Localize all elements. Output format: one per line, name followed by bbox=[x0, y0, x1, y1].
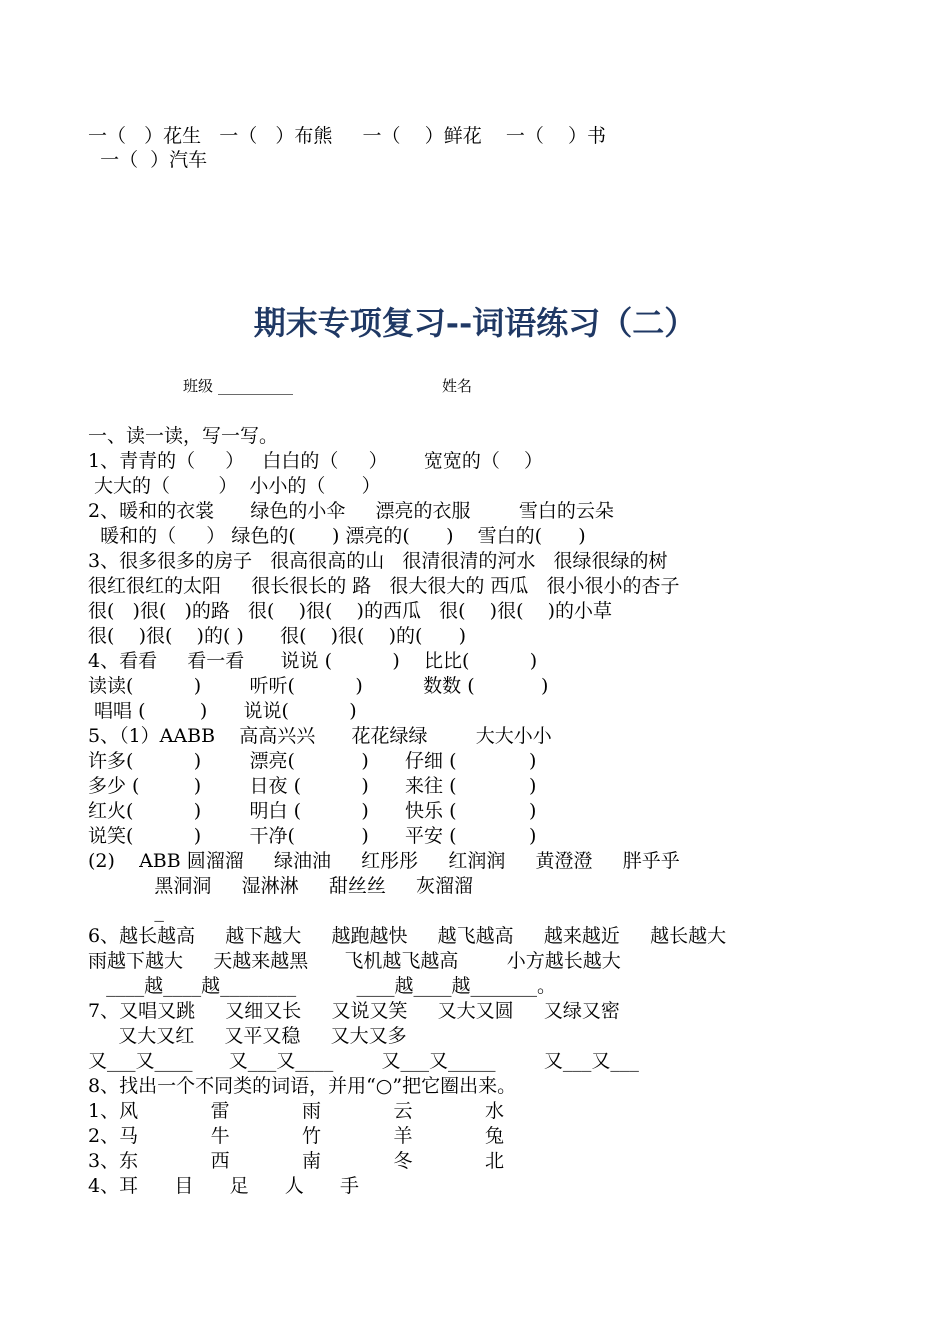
worksheet-line: 6、越长越高 越下越大 越跑越快 越飞越高 越来越近 越长越大 bbox=[88, 925, 727, 947]
worksheet-line: 3、东 西 南 冬 北 bbox=[88, 1150, 504, 1172]
worksheet-line: ____越____越________ ____越____越_______。 bbox=[88, 975, 557, 997]
worksheet-line: 大大的（ ） 小小的（ ） bbox=[88, 475, 381, 497]
header-class-label: 班级 bbox=[183, 377, 214, 395]
worksheet-line: 4、看看 看一看 说说 ( ) 比比( ) bbox=[88, 650, 538, 672]
worksheet-line: (2) ABB 圆溜溜 绿油油 红彤彤 红润润 黄澄澄 胖乎乎 bbox=[88, 850, 680, 872]
worksheet-line: 很( )很( )的路 很( )很( )的西瓜 很( )很( )的小草 bbox=[88, 600, 613, 622]
worksheet-line: 雨越下越大 天越来越黑 飞机越飞越高 小方越长越大 bbox=[88, 950, 621, 972]
header-name-label: 姓名 bbox=[442, 377, 473, 395]
worksheet-line: 3、很多很多的房子 很高很高的山 很清很清的河水 很绿很绿的树 bbox=[88, 550, 668, 572]
worksheet-line: 一、读一读，写一写。 bbox=[88, 425, 279, 447]
worksheet-line: 2、暖和的衣裳 绿色的小伞 漂亮的衣服 雪白的云朵 bbox=[88, 500, 614, 522]
worksheet-line: 4、耳 目 足 人 手 bbox=[88, 1175, 360, 1197]
worksheet-line: 5、（1）AABB 高高兴兴 花花绿绿 大大小小 bbox=[88, 725, 552, 747]
top-line-1: 一（ ）花生 一（ ）布熊 一（ ）鲜花 一（ ）书 bbox=[88, 125, 607, 147]
worksheet-line: 说笑( ) 干净( ) 平安 ( ) bbox=[88, 825, 537, 847]
worksheet-line: 许多( ) 漂亮( ) 仔细 ( ) bbox=[88, 750, 537, 772]
header-class-blank: __________ bbox=[218, 377, 293, 395]
page-title: 期末专项复习--词语练习（二） bbox=[253, 304, 697, 342]
worksheet-line: 7、又唱又跳 又细又长 又说又笑 又大又圆 又绿又密 bbox=[88, 1000, 620, 1022]
top-line-2: 一（ ）汽车 bbox=[88, 149, 208, 171]
worksheet-line: _ bbox=[88, 900, 164, 922]
worksheet-line: 又大又红 又平又稳 又大又多 bbox=[88, 1025, 407, 1047]
worksheet-line: 唱唱 ( ) 说说( ) bbox=[88, 700, 357, 722]
worksheet-line: 又___又____ 又___又____ 又___又_____ 又___又___ bbox=[88, 1050, 639, 1072]
worksheet-line: 8、找出一个不同类的词语，并用“○”把它圈出来。 bbox=[88, 1075, 517, 1097]
worksheet-line: 红火( ) 明白 ( ) 快乐 ( ) bbox=[88, 800, 537, 822]
worksheet-line: 2、马 牛 竹 羊 兔 bbox=[88, 1125, 504, 1147]
worksheet-line: 1、风 雷 雨 云 水 bbox=[88, 1100, 504, 1122]
worksheet-line: 黑洞洞 湿淋淋 甜丝丝 灰溜溜 bbox=[88, 875, 474, 897]
worksheet-line: 1、青青的（ ） 白白的（ ） 宽宽的（ ） bbox=[88, 450, 543, 472]
worksheet-line: 很( )很( )的( ) 很( )很( )的( ) bbox=[88, 625, 467, 647]
worksheet-line: 很红很红的太阳 很长很长的 路 很大很大的 西瓜 很小很小的杏子 bbox=[88, 575, 680, 597]
worksheet-line: 多少 ( ) 日夜 ( ) 来往 ( ) bbox=[88, 775, 537, 797]
worksheet-line: 暖和的（ ） 绿色的( ) 漂亮的( ) 雪白的( ) bbox=[88, 525, 586, 547]
worksheet-line: 读读( ) 听听( ) 数数 ( ) bbox=[88, 675, 549, 697]
